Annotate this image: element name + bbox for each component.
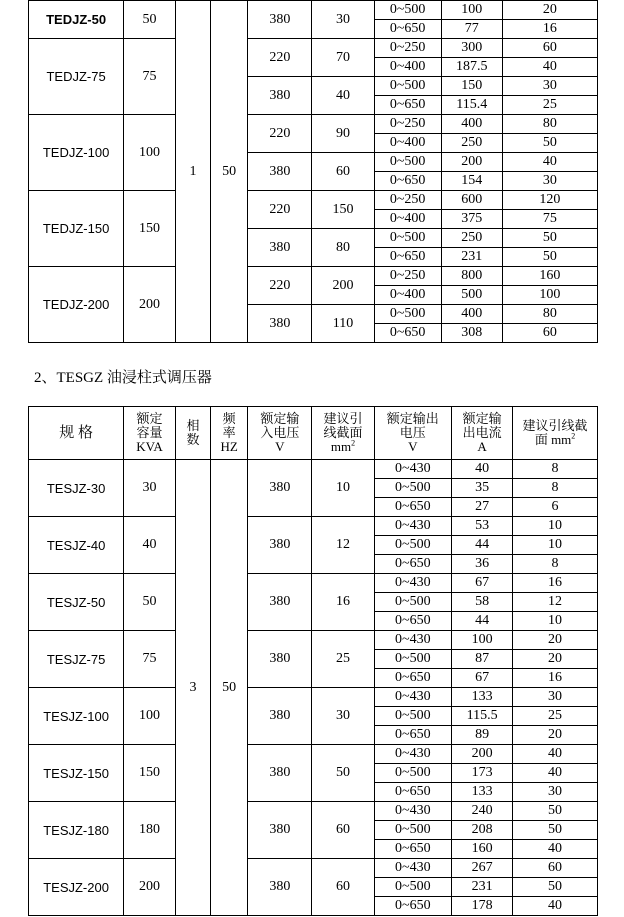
suggested-lead-cell: 20 xyxy=(513,631,598,650)
lead-section-cell: 30 xyxy=(312,688,374,745)
output-voltage-cell: 0~650 xyxy=(374,20,441,39)
input-voltage-cell: 380 xyxy=(248,153,312,191)
suggested-lead-cell: 120 xyxy=(502,191,597,210)
lead-section-cell: 12 xyxy=(312,517,374,574)
suggested-lead-cell: 8 xyxy=(513,479,598,498)
suggested-lead-cell: 30 xyxy=(502,172,597,191)
output-voltage-cell: 0~500 xyxy=(374,77,441,96)
model-cell: TESJZ-75 xyxy=(29,631,124,688)
output-current-cell: 133 xyxy=(452,783,513,802)
suggested-lead-cell: 16 xyxy=(502,20,597,39)
output-voltage-cell: 0~650 xyxy=(374,498,452,517)
model-cell: TESJZ-30 xyxy=(29,460,124,517)
output-voltage-cell: 0~650 xyxy=(374,612,452,631)
model-cell: TESJZ-180 xyxy=(29,802,124,859)
model-cell: TEDJZ-150 xyxy=(29,191,124,267)
input-voltage-cell: 380 xyxy=(248,229,312,267)
output-current-cell: 200 xyxy=(452,745,513,764)
output-voltage-cell: 0~500 xyxy=(374,821,452,840)
suggested-lead-cell: 12 xyxy=(513,593,598,612)
capacity-cell: 200 xyxy=(124,267,176,343)
output-current-cell: 77 xyxy=(441,20,502,39)
tesjz-table xyxy=(28,406,598,916)
input-voltage-cell: 380 xyxy=(248,77,312,115)
lead-section-cell: 70 xyxy=(312,39,374,77)
suggested-lead-cell: 50 xyxy=(502,134,597,153)
output-current-cell: 87 xyxy=(452,650,513,669)
output-voltage-cell: 0~650 xyxy=(374,555,452,574)
suggested-lead-cell: 40 xyxy=(502,58,597,77)
output-current-cell: 53 xyxy=(452,517,513,536)
capacity-cell: 180 xyxy=(124,802,176,859)
header-frequency: 频 率 HZ xyxy=(211,407,248,460)
output-voltage-cell: 0~430 xyxy=(374,802,452,821)
output-current-cell: 115.4 xyxy=(441,96,502,115)
suggested-lead-cell: 60 xyxy=(502,39,597,58)
output-current-cell: 375 xyxy=(441,210,502,229)
output-voltage-cell: 0~650 xyxy=(374,840,452,859)
output-voltage-cell: 0~430 xyxy=(374,631,452,650)
output-voltage-cell: 0~400 xyxy=(374,210,441,229)
input-voltage-cell: 380 xyxy=(248,688,312,745)
lead-section-cell: 60 xyxy=(312,153,374,191)
input-voltage-cell: 380 xyxy=(248,859,312,916)
suggested-lead-cell: 160 xyxy=(502,267,597,286)
suggested-lead-cell: 60 xyxy=(513,859,598,878)
output-current-cell: 178 xyxy=(452,897,513,916)
tesjz-table-body xyxy=(29,407,598,916)
output-voltage-cell: 0~500 xyxy=(374,878,452,897)
input-voltage-cell: 380 xyxy=(248,745,312,802)
header-lead-section-sup: 2 xyxy=(351,438,356,448)
output-current-cell: 58 xyxy=(452,593,513,612)
table-row xyxy=(29,859,598,878)
output-current-cell: 27 xyxy=(452,498,513,517)
output-current-cell: 600 xyxy=(441,191,502,210)
input-voltage-cell: 220 xyxy=(248,191,312,229)
suggested-lead-cell: 80 xyxy=(502,115,597,134)
output-voltage-cell: 0~430 xyxy=(374,574,452,593)
output-current-cell: 308 xyxy=(441,324,502,343)
output-voltage-cell: 0~250 xyxy=(374,267,441,286)
input-voltage-cell: 380 xyxy=(248,574,312,631)
capacity-cell: 50 xyxy=(124,1,176,39)
model-cell: TEDJZ-200 xyxy=(29,267,124,343)
table-row xyxy=(29,688,598,707)
model-cell: TESJZ-200 xyxy=(29,859,124,916)
table-row xyxy=(29,1,598,20)
output-voltage-cell: 0~650 xyxy=(374,669,452,688)
suggested-lead-cell: 50 xyxy=(513,821,598,840)
suggested-lead-cell: 6 xyxy=(513,498,598,517)
capacity-cell: 100 xyxy=(124,688,176,745)
output-current-cell: 40 xyxy=(452,460,513,479)
suggested-lead-cell: 25 xyxy=(513,707,598,726)
output-current-cell: 150 xyxy=(441,77,502,96)
input-voltage-cell: 380 xyxy=(248,1,312,39)
output-voltage-cell: 0~430 xyxy=(374,688,452,707)
output-current-cell: 133 xyxy=(452,688,513,707)
header-phase: 相 数 xyxy=(175,407,210,460)
suggested-lead-cell: 8 xyxy=(513,555,598,574)
suggested-lead-cell: 40 xyxy=(513,764,598,783)
output-voltage-cell: 0~650 xyxy=(374,324,441,343)
lead-section-cell: 16 xyxy=(312,574,374,631)
frequency-cell: 50 xyxy=(211,460,248,916)
lead-section-cell: 60 xyxy=(312,802,374,859)
suggested-lead-cell: 50 xyxy=(502,248,597,267)
suggested-lead-cell: 40 xyxy=(513,745,598,764)
output-current-cell: 44 xyxy=(452,536,513,555)
output-current-cell: 400 xyxy=(441,305,502,324)
tedjz-table-body xyxy=(29,1,598,343)
table-row xyxy=(29,460,598,479)
table-row xyxy=(29,631,598,650)
suggested-lead-cell: 40 xyxy=(502,153,597,172)
suggested-lead-cell: 50 xyxy=(513,878,598,897)
output-voltage-cell: 0~500 xyxy=(374,229,441,248)
input-voltage-cell: 380 xyxy=(248,802,312,859)
lead-section-cell: 10 xyxy=(312,460,374,517)
suggested-lead-cell: 50 xyxy=(513,802,598,821)
output-voltage-cell: 0~430 xyxy=(374,517,452,536)
suggested-lead-cell: 16 xyxy=(513,669,598,688)
output-voltage-cell: 0~500 xyxy=(374,479,452,498)
output-current-cell: 250 xyxy=(441,134,502,153)
suggested-lead-cell: 40 xyxy=(513,840,598,859)
capacity-cell: 50 xyxy=(124,574,176,631)
table-row xyxy=(29,802,598,821)
table-row xyxy=(29,574,598,593)
lead-section-cell: 60 xyxy=(312,859,374,916)
lead-section-cell: 90 xyxy=(312,115,374,153)
header-spec: 规 格 xyxy=(29,407,124,460)
model-cell: TEDJZ-100 xyxy=(29,115,124,191)
suggested-lead-cell: 20 xyxy=(502,1,597,20)
suggested-lead-cell: 25 xyxy=(502,96,597,115)
output-current-cell: 187.5 xyxy=(441,58,502,77)
output-voltage-cell: 0~400 xyxy=(374,58,441,77)
header-suggested-lead-sup: 2 xyxy=(571,431,576,441)
frequency-cell: 50 xyxy=(211,1,248,343)
model-cell: TEDJZ-75 xyxy=(29,39,124,115)
header-output-current: 额定输 出电流 A xyxy=(452,407,513,460)
lead-section-cell: 40 xyxy=(312,77,374,115)
output-current-cell: 200 xyxy=(441,153,502,172)
output-voltage-cell: 0~250 xyxy=(374,39,441,58)
output-current-cell: 173 xyxy=(452,764,513,783)
input-voltage-cell: 220 xyxy=(248,267,312,305)
capacity-cell: 150 xyxy=(124,191,176,267)
table-row xyxy=(29,115,598,134)
output-current-cell: 44 xyxy=(452,612,513,631)
input-voltage-cell: 380 xyxy=(248,517,312,574)
output-current-cell: 231 xyxy=(441,248,502,267)
header-input-voltage: 额定输 入电压 V xyxy=(248,407,312,460)
suggested-lead-cell: 80 xyxy=(502,305,597,324)
output-current-cell: 240 xyxy=(452,802,513,821)
header-suggested-lead xyxy=(513,407,598,460)
input-voltage-cell: 380 xyxy=(248,460,312,517)
suggested-lead-cell: 8 xyxy=(513,460,598,479)
output-voltage-cell: 0~500 xyxy=(374,536,452,555)
table-row xyxy=(29,517,598,536)
output-voltage-cell: 0~430 xyxy=(374,460,452,479)
output-current-cell: 160 xyxy=(452,840,513,859)
header-row xyxy=(29,407,598,460)
output-voltage-cell: 0~500 xyxy=(374,764,452,783)
header-output-voltage: 额定输出 电压 V xyxy=(374,407,452,460)
suggested-lead-cell: 50 xyxy=(502,229,597,248)
model-cell: TESJZ-150 xyxy=(29,745,124,802)
suggested-lead-cell: 20 xyxy=(513,726,598,745)
output-voltage-cell: 0~650 xyxy=(374,248,441,267)
header-suggested-lead-text: 建议引线截 面 mm xyxy=(522,417,588,447)
header-capacity: 额定 容量 KVA xyxy=(124,407,176,460)
suggested-lead-cell: 10 xyxy=(513,536,598,555)
input-voltage-cell: 380 xyxy=(248,631,312,688)
output-current-cell: 100 xyxy=(452,631,513,650)
output-current-cell: 115.5 xyxy=(452,707,513,726)
lead-section-cell: 30 xyxy=(312,1,374,39)
suggested-lead-cell: 60 xyxy=(502,324,597,343)
table-row xyxy=(29,745,598,764)
output-current-cell: 300 xyxy=(441,39,502,58)
output-current-cell: 154 xyxy=(441,172,502,191)
output-current-cell: 231 xyxy=(452,878,513,897)
output-current-cell: 89 xyxy=(452,726,513,745)
suggested-lead-cell: 10 xyxy=(513,612,598,631)
output-voltage-cell: 0~650 xyxy=(374,172,441,191)
suggested-lead-cell: 30 xyxy=(513,783,598,802)
header-lead-section-text: 建议引 线截面 mm xyxy=(323,410,363,455)
output-current-cell: 250 xyxy=(441,229,502,248)
output-voltage-cell: 0~500 xyxy=(374,305,441,324)
suggested-lead-cell: 16 xyxy=(513,574,598,593)
capacity-cell: 40 xyxy=(124,517,176,574)
suggested-lead-cell: 40 xyxy=(513,897,598,916)
output-voltage-cell: 0~400 xyxy=(374,134,441,153)
output-voltage-cell: 0~500 xyxy=(374,1,441,20)
output-current-cell: 500 xyxy=(441,286,502,305)
capacity-cell: 150 xyxy=(124,745,176,802)
lead-section-cell: 200 xyxy=(312,267,374,305)
suggested-lead-cell: 100 xyxy=(502,286,597,305)
section-heading: 2、TESGZ 油浸柱式调压器 xyxy=(34,370,212,386)
output-current-cell: 100 xyxy=(441,1,502,20)
capacity-cell: 100 xyxy=(124,115,176,191)
output-voltage-cell: 0~500 xyxy=(374,650,452,669)
suggested-lead-cell: 30 xyxy=(502,77,597,96)
capacity-cell: 75 xyxy=(124,39,176,115)
output-current-cell: 208 xyxy=(452,821,513,840)
output-voltage-cell: 0~650 xyxy=(374,726,452,745)
phase-cell: 3 xyxy=(175,460,210,916)
capacity-cell: 75 xyxy=(124,631,176,688)
output-current-cell: 267 xyxy=(452,859,513,878)
output-voltage-cell: 0~650 xyxy=(374,96,441,115)
header-lead-section xyxy=(312,407,374,460)
lead-section-cell: 25 xyxy=(312,631,374,688)
output-current-cell: 67 xyxy=(452,669,513,688)
output-voltage-cell: 0~500 xyxy=(374,593,452,612)
capacity-cell: 200 xyxy=(124,859,176,916)
output-voltage-cell: 0~500 xyxy=(374,153,441,172)
output-current-cell: 67 xyxy=(452,574,513,593)
lead-section-cell: 50 xyxy=(312,745,374,802)
table-row xyxy=(29,267,598,286)
model-cell: TESJZ-50 xyxy=(29,574,124,631)
input-voltage-cell: 380 xyxy=(248,305,312,343)
output-voltage-cell: 0~430 xyxy=(374,859,452,878)
input-voltage-cell: 220 xyxy=(248,115,312,153)
model-cell: TESJZ-40 xyxy=(29,517,124,574)
output-current-cell: 800 xyxy=(441,267,502,286)
input-voltage-cell: 220 xyxy=(248,39,312,77)
output-current-cell: 400 xyxy=(441,115,502,134)
output-voltage-cell: 0~430 xyxy=(374,745,452,764)
output-voltage-cell: 0~500 xyxy=(374,707,452,726)
capacity-cell: 30 xyxy=(124,460,176,517)
model-cell: TESJZ-100 xyxy=(29,688,124,745)
suggested-lead-cell: 75 xyxy=(502,210,597,229)
output-current-cell: 36 xyxy=(452,555,513,574)
output-voltage-cell: 0~400 xyxy=(374,286,441,305)
output-voltage-cell: 0~250 xyxy=(374,191,441,210)
suggested-lead-cell: 20 xyxy=(513,650,598,669)
output-voltage-cell: 0~650 xyxy=(374,897,452,916)
model-cell: TEDJZ-50 xyxy=(29,1,124,39)
table-row xyxy=(29,191,598,210)
tedjz-table xyxy=(28,0,598,343)
output-voltage-cell: 0~250 xyxy=(374,115,441,134)
suggested-lead-cell: 10 xyxy=(513,517,598,536)
lead-section-cell: 80 xyxy=(312,229,374,267)
output-voltage-cell: 0~650 xyxy=(374,783,452,802)
table-row xyxy=(29,39,598,58)
output-current-cell: 35 xyxy=(452,479,513,498)
lead-section-cell: 110 xyxy=(312,305,374,343)
suggested-lead-cell: 30 xyxy=(513,688,598,707)
lead-section-cell: 150 xyxy=(312,191,374,229)
phase-cell: 1 xyxy=(175,1,210,343)
